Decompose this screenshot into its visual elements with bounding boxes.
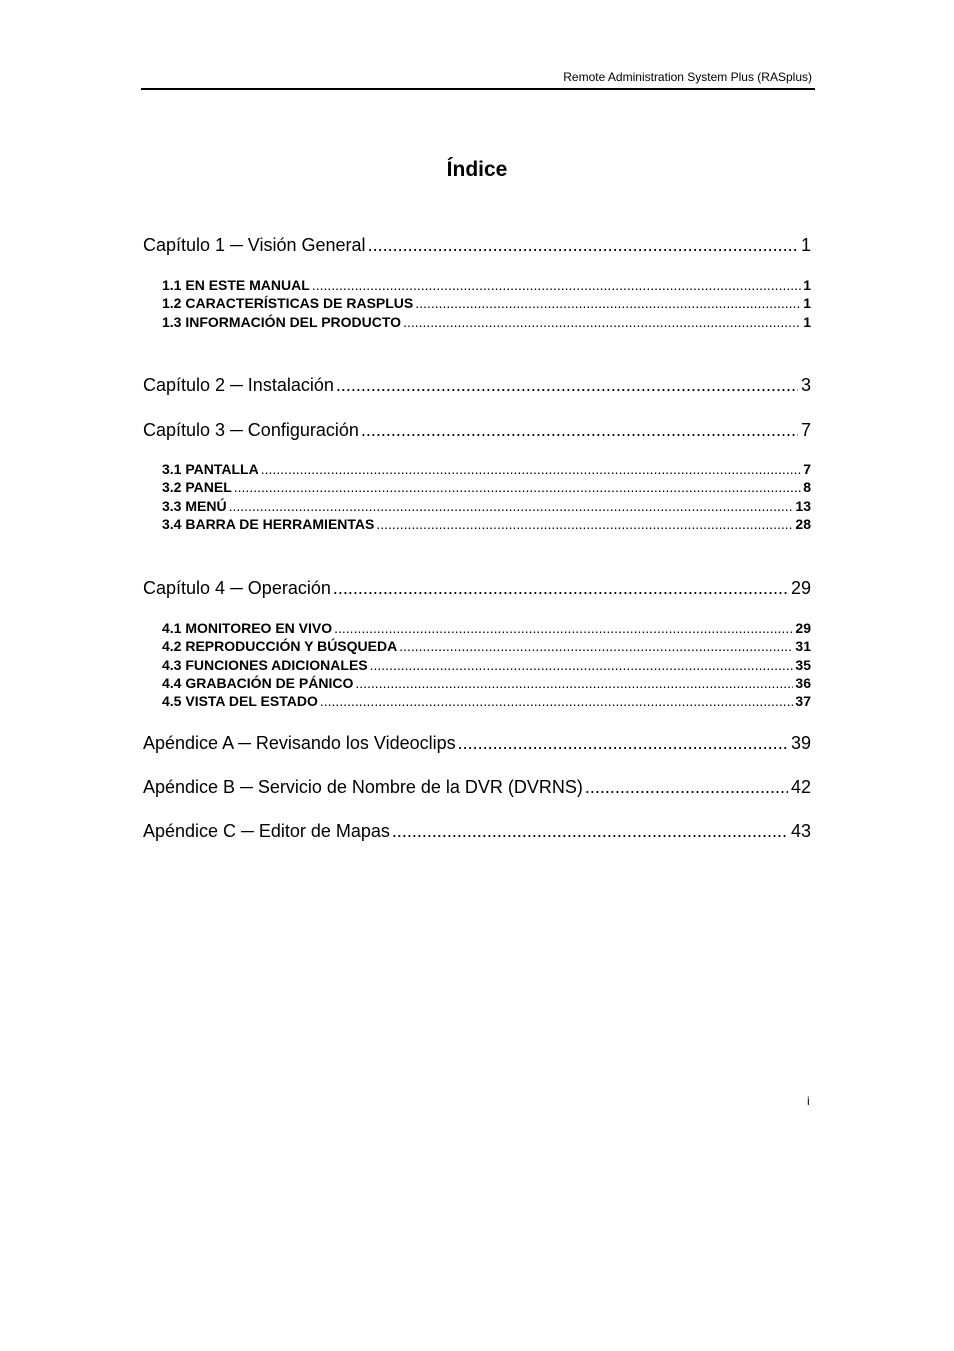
toc-leader: [368, 235, 798, 256]
page-title: Índice: [446, 158, 508, 181]
toc-entry-page: 1: [803, 277, 811, 293]
toc-entry-label: 3.2 PANEL: [162, 479, 232, 495]
toc-entry-page: 28: [795, 516, 811, 532]
toc-entry-appendix-a[interactable]: [143, 733, 811, 757]
toc-entry-page: 36: [795, 675, 811, 691]
toc-entry-section-4-5[interactable]: [162, 693, 811, 711]
toc-leader: [370, 657, 794, 673]
toc-leader: [403, 314, 801, 330]
toc-leader: [399, 638, 793, 654]
toc-leader: [333, 578, 788, 599]
toc-leader: [392, 821, 788, 842]
toc-entry-label: 3.1 PANTALLA: [162, 461, 259, 477]
toc-entry-page: 8: [803, 479, 811, 495]
toc-entry-label: 1.1 EN ESTE MANUAL: [162, 277, 310, 293]
toc-entry-section-3-2[interactable]: [162, 479, 811, 497]
toc-entry-section-4-2[interactable]: [162, 638, 811, 656]
toc-entry-appendix-b[interactable]: [143, 777, 811, 801]
toc-entry-page: 13: [795, 498, 811, 514]
toc-entry-section-4-1[interactable]: [162, 620, 811, 638]
toc-entry-page: 7: [803, 461, 811, 477]
toc-entry-label: 4.1 MONITOREO EN VIVO: [162, 620, 333, 636]
toc-entry-page: 1: [803, 314, 811, 330]
toc-entry-label: 1.3 INFORMACIÓN DEL PRODUCTO: [162, 314, 402, 330]
toc-entry-page: 35: [795, 657, 811, 673]
toc-entry-section-3-4[interactable]: [162, 516, 811, 534]
toc-entry-section-1-2[interactable]: [162, 295, 811, 313]
toc-entry-page: 31: [795, 638, 811, 654]
toc-entry-page: 37: [795, 693, 811, 709]
toc-entry-label: Capítulo 1 ─ Visión General: [143, 235, 366, 255]
toc-entry-label: 4.5 VISTA DEL ESTADO: [162, 693, 318, 709]
header-title: Remote Administration System Plus (RASplus): [563, 70, 812, 84]
toc-entry-chapter-3[interactable]: [143, 420, 811, 444]
header-rule: [141, 88, 815, 90]
toc-entry-chapter-1[interactable]: [143, 235, 811, 259]
page-number: i: [807, 1094, 810, 1108]
toc-leader: [458, 733, 788, 754]
toc-entry-label: Capítulo 4 ─ Operación: [143, 578, 331, 598]
toc-entry-label: 4.4 GRABACIÓN DE PÁNICO: [162, 675, 354, 691]
toc-entry-page: 42: [790, 777, 811, 797]
toc-entry-page: 43: [790, 821, 811, 841]
toc-leader: [229, 498, 794, 514]
toc-entry-section-1-3[interactable]: [162, 314, 811, 332]
toc-entry-section-4-4[interactable]: [162, 675, 811, 693]
toc-entry-page: 7: [800, 420, 811, 440]
toc-entry-page: 29: [790, 578, 811, 598]
toc-leader: [234, 479, 801, 495]
toc-entry-label: 3.3 MENÚ: [162, 498, 227, 514]
toc-entry-page: 29: [795, 620, 811, 636]
toc-entry-label: Apéndice A ─ Revisando los Videoclips: [143, 733, 456, 753]
toc-entry-page: 3: [800, 375, 811, 395]
toc-leader: [261, 461, 801, 477]
toc-entry-chapter-2[interactable]: [143, 375, 811, 399]
toc-leader: [355, 675, 793, 691]
toc-entry-chapter-4[interactable]: [143, 578, 811, 602]
toc-entry-page: 1: [800, 235, 811, 255]
toc-entry-label: 4.2 REPRODUCCIÓN Y BÚSQUEDA: [162, 638, 398, 654]
toc-entry-label: Capítulo 2 ─ Instalación: [143, 375, 334, 395]
toc-entry-label: Capítulo 3 ─ Configuración: [143, 420, 359, 440]
toc-entry-section-3-3[interactable]: [162, 498, 811, 516]
toc-leader: [312, 277, 801, 293]
toc-entry-section-1-1[interactable]: [162, 277, 811, 295]
toc-entry-section-4-3[interactable]: [162, 657, 811, 675]
toc-entry-page: 39: [790, 733, 811, 753]
toc-entry-label: Apéndice C ─ Editor de Mapas: [143, 821, 390, 841]
toc-entry-label: 4.3 FUNCIONES ADICIONALES: [162, 657, 368, 673]
toc-entry-label: 1.2 CARACTERÍSTICAS DE RASPLUS: [162, 295, 414, 311]
toc-leader: [415, 295, 801, 311]
toc-entry-label: Apéndice B ─ Servicio de Nombre de la DVR (DVRNS): [143, 777, 583, 797]
toc-entry-appendix-c[interactable]: [143, 821, 811, 845]
toc-entry-section-3-1[interactable]: [162, 461, 811, 479]
toc-leader: [320, 693, 794, 709]
toc-leader: [585, 777, 788, 798]
toc-entry-page: 1: [803, 295, 811, 311]
toc-leader: [376, 516, 793, 532]
toc-leader: [334, 620, 793, 636]
toc-entry-label: 3.4 BARRA DE HERRAMIENTAS: [162, 516, 375, 532]
toc-leader: [361, 420, 798, 441]
toc-leader: [336, 375, 798, 396]
